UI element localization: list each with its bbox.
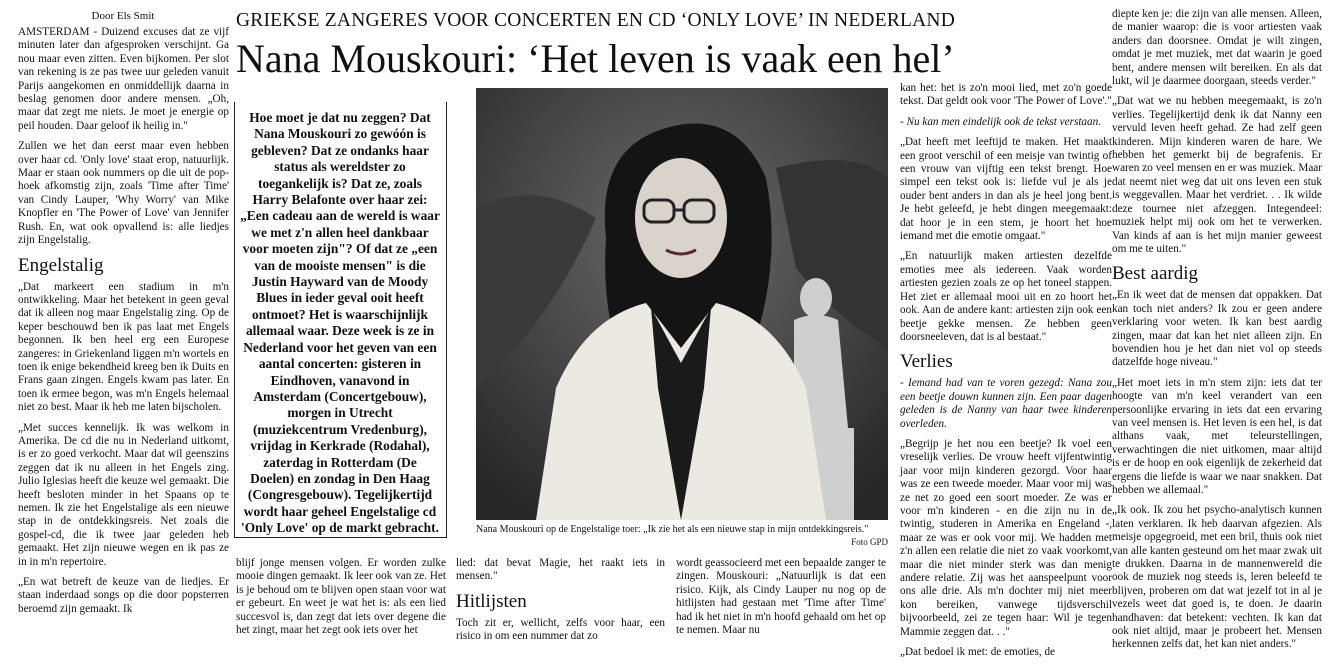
lead-box-left-rule: [234, 102, 235, 538]
column-5: [900, 82, 1112, 666]
paragraph: „Met succes kennelijk. Ik was welkom in Amerika. De cd die nu in Nederland uitkomt, is er zo goed verkocht. Maar dat wil geenszins zeggen dat ik nu alleen in het Engels zing. Julio Iglesias heeft die keuze wel gemaakt. Die heeft besloten minder in het Spaans op te nemen. Ik zie het Engelstalige als een nieuwe stap in de ontdekkingsreis. Net zoals die gospel-cd, die ik twee jaar geleden heb gemaakt. Het zijn nieuwe wegen en ik pas ze in in m'n repertoire.: [18, 421, 229, 568]
paragraph: „En ik weet dat de mensen dat oppakken. Dat kan toch niet anders? Ik zou er geen andere verklaring voor weten. Ik kan best aardig zingen, maar dat kan het niet alleen zijn. En bovendien hou je het dan niet vol op steeds datzelfde hoge niveau.": [1112, 289, 1322, 369]
paragraph: wordt geassocieerd met een bepaalde zanger te zingen. Mouskouri: „Natuurlijk is dat een risico. Kijk, als Cindy Lauper nu nog op de hitlijsten had gestaan met 'Time after Time' had ik het niet in m'n hoofd gehaald om het op te nemen. Maar nu: [676, 557, 886, 637]
paragraph: Zullen we het dan eerst maar even hebben over haar cd. 'Only love' staat erop, natuurlijk. Maar er staan ook nummers op die uit de pop-hoek afkomstig zijn, zoals 'Time after Time' van Cindy Lauper, 'Why Worry' van Mike Knopfler en 'The Power of Love' van Jennifer Rush. En, wat ook opvallend is: alle liedjes zijn Engelstalig.: [18, 140, 229, 247]
paragraph: „Het moet iets in m'n stem zijn: iets dat ter hoogte van m'n keel verandert van een persoonlijke ervaring in iets dat een ervaring van veel mensen is. Het leven is een hel, is dat althans vaak, met teleurstellingen, verwachtingen die niet uitkomen, maar altijd is er de hoop en ook eigenlijk de zekerheid dat ergens die liefde is waar we naar snakken. Dat hebben we allemaal.": [1112, 376, 1322, 496]
byline: Door Els Smit: [91, 10, 155, 22]
paragraph: blijf jonge mensen volgen. Er worden zulke mooie dingen gemaakt. Ik leer ook van ze. Het is je behoud om te blijven open staan voor wat er gebeurt. En weet je wat het is: als een lied succesvol is, dan zegt dat iets over degene die het zingt, maar het zegt ook iets over het: [236, 557, 446, 637]
column-4-lower: [676, 557, 886, 644]
paragraph: diepte ken je: die zijn van alle mensen. Alleen, de manier waarop: die is voor artiesten vaak anders dan doorsnee. Omdat je wilt zingen, omdat je met muziek, met dat waarin je goed bent, andere mensen wilt bereiken. En als dat lukt, wil je daarmee doorgaan, steeds verder.": [1112, 8, 1322, 88]
paragraph: „Dat heeft met leeftijd te maken. Het maakt een groot verschil of een meisje van twintig of een vrouw van vijftig een tekst brengt. Hoe simpel een tekst ook is: liefde vul je als je ouder bent anders in dan als je heel jong bent. Je hebt geleefd, je hebt dingen meegemaakt: dat hoor je in een stem, je hoort het hoe iemand met die emotie omgaat.": [900, 136, 1112, 243]
paragraph: AMSTERDAM - Duizend excuses dat ze vijf minuten later dan afgesproken verschijnt. Ga nou maar even zitten. Even bijkomen. Per slot van rekening is ze pas twee uur geleden vanuit Parijs aangekomen en onmiddellijk daarna in beslag genomen door andere mensen. „Oh, maar dat zegt me niets. Je moet je energie op peil houden. Daar geloof ik heilig in.": [18, 26, 229, 132]
paragraph: „Dat markeert een stadium in m'n ontwikkeling. Maar het betekent in geen geval dat ik alleen nog maar Engelstalig zing. Op de keper beschouwd ben ik pas laat met Engels begonnen. Ik ben heel erg een Europese zangeres: in Griekenland liggen m'n wortels en toen ik enige bekendheid kreeg ben ik Duits en Frans gaan zingen. Engels kwam pas later. En toen ik ermee begon, was m'n Engels helemaal niet zo best. Maar ik heb me laten bijscholen.: [18, 280, 229, 414]
subheading-best-aardig: Best aardig: [1112, 263, 1199, 285]
headline: Nana Mouskouri: ‘Het leven is vaak een hel’: [236, 36, 955, 81]
portrait-photo: [476, 88, 888, 520]
paragraph: „Dat wat we nu hebben meegemaakt, is zo'n verlies. Tegelijkertijd denk ik dat Nanny een vervuld leven heeft gehad. Ze had zelf geen kinderen. Mijn kinderen waren de hare. We hebben het gemerkt bij de begrafenis. Er waren zo veel mensen en er was muziek. Maar dat neemt niet weg dat uit ons leven een stuk is weggevallen. Maar het verdriet. . . Ik wilde deze tournee niet afzeggen. Integendeel: muziek helpt mij ook om het te verwerken. Van kinds af aan is het mijn manier geweest om me te uiten.": [1112, 95, 1322, 255]
paragraph-question: - Nu kan men eindelijk ook de tekst verstaan.: [900, 115, 1102, 128]
paragraph: „En wat betreft de keuze van de liedjes. Er staan inderdaad songs op die door popsterren beroemd zijn gemaakt. Ik: [18, 576, 229, 615]
paragraph: „En natuurlijk maken artiesten dezelfde emoties mee als iedereen. Vaak worden artiesten gezien zoals ze op het toneel stappen. Het ziet er allemaal mooi uit en zo hoort het ook. Aan de andere kant: artiesten zijn ook een beetje gekke mensen. Ze hebben geen doorsneeleven, dat is al bestaat.": [900, 250, 1112, 343]
column-3-lower: [456, 557, 665, 651]
paragraph: „Begrijp je het nou een beetje? Ik voel een vreselijk verlies. De vrouw heeft vijfentwintig jaar voor mijn kinderen gezorgd. Voor haar was ze een tweede moeder. Maar voor mij was ze net zo goed een soort moeder. Ze was er voor m'n kinderen - en die zijn nu in de twintig, studeren in Amerika en Engeland -, maar ze was er ook voor mij. We hadden met z'n allen een relatie die niet zo vaak voorkomt, maar die niet minder sterk was dan menig andere relatie. Zij was het aanspeelpunt voor ons alle drie. Als m'n dochter mij niet meer kon bereiken, vanwege tijdsverschil bijvoorbeeld, zei ze tegen haar: Wil je tegen Mammie zeggen dat. . .": [900, 437, 1112, 638]
paragraph: lied: dat bevat Magie, het raakt iets in mensen.": [456, 557, 665, 583]
paragraph: „Ik ook. Ik zou het psycho-analytisch kunnen laten verklaren. Ik heb daarvan afgezien. Als meisje opgegroeid, met een bril, thuis ook niet van alle kanten gesteund om het maar zwak uit te drukken. Daarna in de mannenwereld die ook de muziek nog steeds is, leren beleefd te blijven, proberen om dat wat jezelf tot in al je vezels weet dat goed is, te doen. Je daarin handhaven: dat betekent: vechten. Ik kan dat ook niet altijd, maar je probeert het. Mensen herkennen zelfs dat, het kan niet anders.": [1112, 504, 1323, 651]
subheading-verlies: Verlies: [900, 351, 953, 373]
lead-text: Hoe moet je dat nu zeggen? Dat Nana Mouskouri zo gewóón is gebleven? Dat ze ondanks haar status als wereldster zo toegankelijk is? Dat ze, zoals Harry Belafonte over haar zei: „Een cadeau aan de wereld is waar we met z'n allen heel dankbaar voor moeten zijn"? Of dat ze „een van de mooiste mensen" is die Justin Hayward van de Moody Blues in ieder geval ooit heeft ontmoet? Het is waarschijnlijk allemaal waar. Deze week is ze in Nederland voor het geven van een aantal concerten: gisteren in Eindhoven, vanavond in Amsterdam (Concertgebouw), morgen in Utrecht (muziekcentrum Vredenburg), vrijdag in Kerkrade (Rodahal), zaterdag in Rotterdam (De Doelen) en zondag in Den Haag (Congresgebouw). Tegelijkertijd wordt haar geheel Engelstalige cd 'Only Love' op de markt gebracht.: [240, 110, 440, 536]
column-2-lower: [236, 557, 446, 644]
paragraph: kan het: het is zo'n mooi lied, met zo'n goede tekst. Dat geldt ook voor 'The Power of Love'.": [900, 82, 1112, 108]
paragraph: Toch zit er, wellicht, zelfs voor haar, een risico in om een nummer dat zo: [456, 616, 665, 643]
photo-credit: Foto GPD: [851, 537, 888, 547]
lead-box-right-rule: [446, 102, 447, 538]
lead-box-bottom-rule: [234, 537, 447, 538]
paragraph-question: - Iemand had van te voren gezegd: Nana zou een beetje douwn kunnen zijn. Een paar dagen geleden is de Nanny van haar twee kinderen overleden.: [900, 377, 1112, 430]
paragraph: „Dat bedoel ik met: de emoties, de: [900, 646, 1056, 659]
portrait-illustration: [476, 88, 888, 520]
column-6: [1112, 8, 1322, 659]
photo-caption: Nana Mouskouri op de Engelstalige toer: „Ik zie het als een nieuwe stap in mijn ontdekkingsreis.": [476, 524, 869, 535]
column-1: [18, 26, 229, 623]
subheading-hitlijsten: Hitlijsten: [456, 590, 527, 612]
subheading-engelstalig: Engelstalig: [18, 254, 104, 276]
kicker: GRIEKSE ZANGERES VOOR CONCERTEN EN CD ‘ONLY LOVE’ IN NEDERLAND: [236, 10, 955, 31]
